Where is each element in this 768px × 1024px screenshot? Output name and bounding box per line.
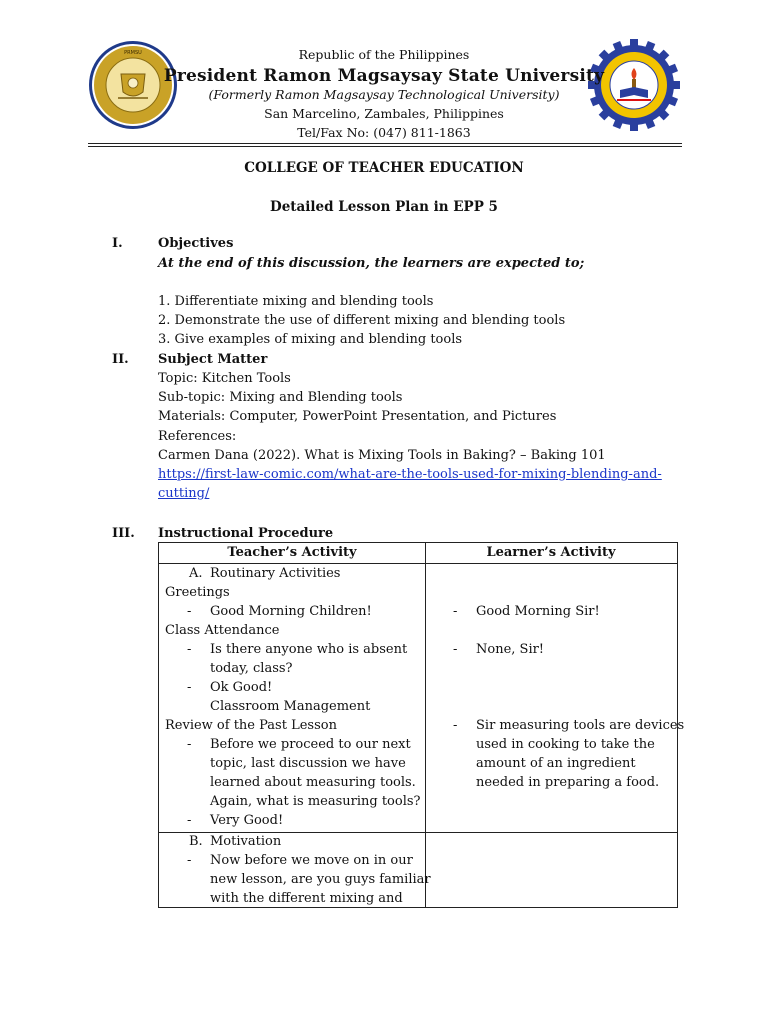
subtopic-line: Sub-topic: Mixing and Blending tools (158, 390, 403, 405)
materials-line: Materials: Computer, PowerPoint Presentation, and Pictures (158, 409, 557, 424)
university-name: President Ramon Magsaysay State University (163, 66, 605, 86)
teacher-line: with the different mixing and (210, 891, 403, 906)
teacher-line: Now before we move on in our (210, 853, 413, 868)
table-column-divider (425, 543, 426, 907)
teacher-line: Classroom Management (210, 699, 371, 714)
dash-bullet: - (453, 604, 458, 619)
dash-bullet: - (187, 737, 192, 752)
section-numeral-objectives: I. (112, 236, 123, 251)
learner-line: needed in preparing a food. (476, 775, 660, 790)
learner-line: None, Sir! (476, 642, 545, 657)
review-label: Review of the Past Lesson (165, 718, 337, 733)
college-title: COLLEGE OF TEACHER EDUCATION (244, 160, 524, 176)
reference-citation: Carmen Dana (2022). What is Mixing Tools in Baking? – Baking 101 (158, 448, 606, 463)
references-label: References: (158, 429, 237, 444)
teacher-line: Very Good! (210, 813, 284, 828)
teacher-line: Before we proceed to our next (210, 737, 411, 752)
dash-bullet: - (453, 642, 458, 657)
class-attendance-label: Class Attendance (165, 623, 280, 638)
address-line: San Marcelino, Zambales, Philippines (264, 106, 504, 121)
objectives-heading: Objectives (158, 236, 234, 251)
procedure-heading: Instructional Procedure (158, 526, 334, 541)
teacher-activity-header: Teacher’s Activity (227, 545, 357, 560)
procedure-table (158, 542, 685, 908)
republic-line: Republic of the Philippines (298, 47, 470, 62)
learner-line: Good Morning Sir! (476, 604, 600, 619)
teacher-line: Is there anyone who is absent (210, 642, 408, 657)
subject-matter-heading: Subject Matter (158, 352, 268, 367)
learner-line: used in cooking to take the (476, 737, 655, 752)
tel-fax-line: Tel/Fax No: (047) 811-1863 (297, 125, 471, 140)
routinary-activities-title: Routinary Activities (210, 566, 341, 581)
teacher-line: Again, what is measuring tools? (210, 794, 421, 809)
section-numeral-subject: II. (112, 352, 129, 367)
list-marker: A. (189, 566, 203, 581)
learner-line: amount of an ingredient (476, 756, 636, 771)
topic-line: Topic: Kitchen Tools (158, 371, 291, 386)
teacher-line: topic, last discussion we have (210, 756, 406, 771)
dash-bullet: - (453, 718, 458, 733)
teacher-line: learned about measuring tools. (210, 775, 416, 790)
teacher-line: Ok Good! (210, 680, 273, 695)
former-name: (Formerly Ramon Magsaysay Technological University) (208, 87, 560, 102)
motivation-title: Motivation (210, 834, 282, 849)
learner-line: Sir measuring tools are devices (476, 718, 685, 733)
header-divider-secondary (88, 146, 682, 147)
greetings-label: Greetings (165, 585, 230, 600)
dash-bullet: - (187, 642, 192, 657)
dash-bullet: - (187, 604, 192, 619)
reference-link-continued[interactable]: cutting/ (158, 486, 210, 501)
section-numeral-procedure: III. (112, 526, 135, 541)
teacher-line: new lesson, are you guys familiar (210, 872, 431, 887)
objectives-intro: At the end of this discussion, the learners are expected to; (158, 256, 585, 271)
lesson-plan-title: Detailed Lesson Plan in EPP 5 (270, 199, 498, 215)
dash-bullet: - (187, 813, 192, 828)
list-marker: B. (189, 834, 203, 849)
teacher-line: Good Morning Children! (210, 604, 372, 619)
svg-text:PRMSU: PRMSU (124, 50, 142, 56)
objective-item: 1. Differentiate mixing and blending tools (158, 294, 434, 309)
reference-link[interactable]: https://first-law-comic.com/what-are-the-tools-used-for-mixing-blending-and- (158, 467, 662, 482)
objective-item: 2. Demonstrate the use of different mixing and blending tools (158, 313, 566, 328)
header-divider (88, 143, 682, 144)
teacher-line: today, class? (210, 661, 293, 676)
dash-bullet: - (187, 853, 192, 868)
objective-item: 3. Give examples of mixing and blending tools (158, 332, 463, 347)
dash-bullet: - (187, 680, 192, 695)
learner-activity-header: Learner’s Activity (486, 545, 616, 560)
